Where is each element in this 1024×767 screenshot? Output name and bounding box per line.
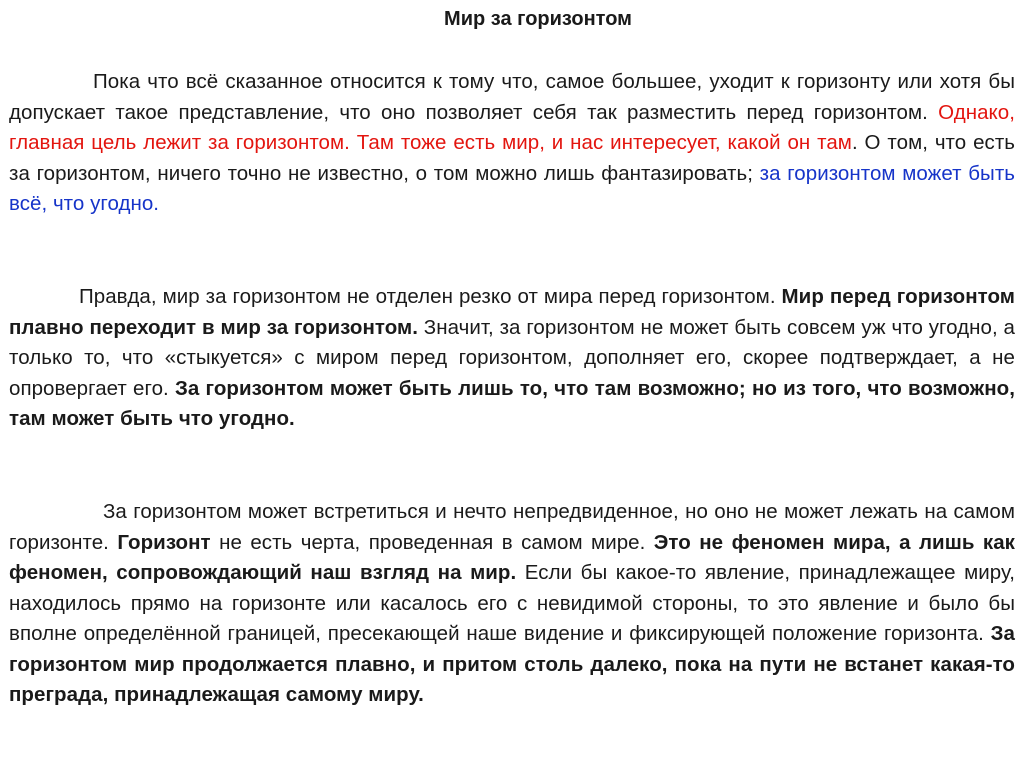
paragraph-2-bold-text-1: Мир перед горизонтом плавно переходит в мир за горизонтом. [9,285,1015,339]
paragraph-1 [9,67,1015,220]
paragraph-3-bold-text-1: Горизонт [117,530,211,554]
paragraph-3-text-3: Если бы какое-то явление, принадлежащее миру, находилось прямо на горизонте или касалось его с невидимой стороны, то это явление и было бы вполне определённой границей, пресекающей наше видение и фиксирующей положение горизонта. [9,561,1015,645]
paragraph-2-bold-text-2: За горизонтом может быть лишь то, что там возможно; но из того, что возможно, там может быть что угодно. [9,376,1015,430]
paragraph-3-text-1: За горизонтом может встретиться и нечто непредвиденное, но оно не может лежать на самом горизонте. [9,500,1015,554]
paragraph-2 [9,282,1015,435]
paragraph-2-text-2: Значит, за горизонтом не может быть совсем уж что угодно, а только то, что «стыкуется» с миром перед горизонтом, дополняет его, скорее подтверждает, а не опровергает его. [9,315,1016,400]
paragraph-3 [9,497,1015,711]
paragraph-1-blue-text: за горизонтом может быть всё, что угодно. [9,161,1015,215]
paragraph-3-text-2: не есть черта, проведенная в самом мире. [210,530,654,554]
paragraph-1-text-2: . О том, что есть за горизонтом, ничего точно не известно, о том можно лишь фантазировать; [9,131,1015,185]
paragraph-1-text-1: Пока что всё сказанное относится к тому что, самое большее, уходит к горизонту или хотя бы допускает такое представление, что оно позволяет себя так разместить перед горизонтом. [9,70,1015,124]
paragraph-3-bold-text-3: За горизонтом мир продолжается плавно, и притом столь далеко, пока на пути не встанет какая-то преграда, принадлежащая самому миру. [9,622,1015,706]
paragraph-3-bold-text-2: Это не феномен мира, а лишь как феномен, сопровождающий наш взгляд на мир. [9,530,1015,584]
paragraph-1-red-text: Однако, главная цель лежит за горизонтом. Там тоже есть мир, и нас интересует, какой он там [9,100,1015,154]
paragraph-2-text-1: Правда, мир за горизонтом не отделен резко от мира перед горизонтом. [79,285,782,308]
page-title: Мир за горизонтом [444,8,632,30]
